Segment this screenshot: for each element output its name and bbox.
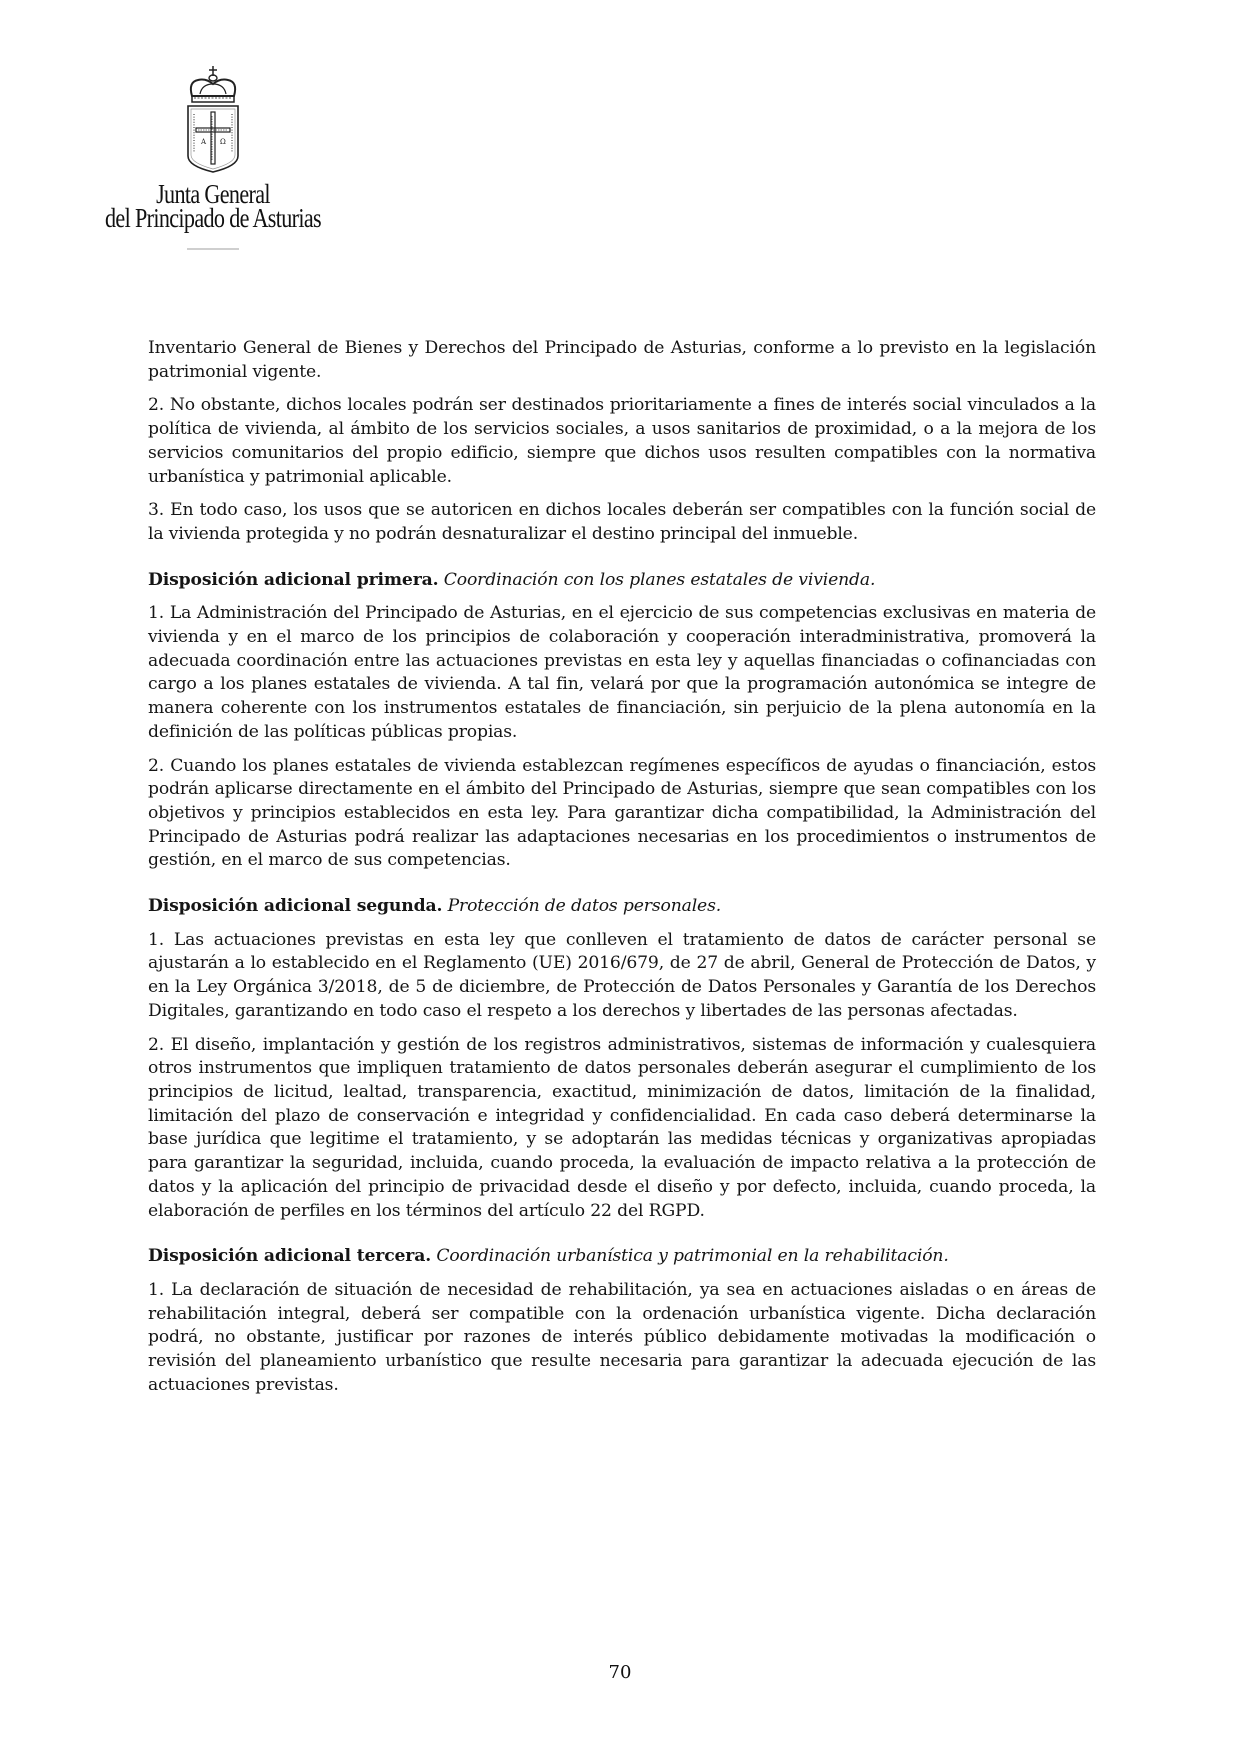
- paragraph: 1. La Administración del Principado de Asturias, en el ejercicio de sus competencias exclusivas en materia de vivienda y en el marco de los principios de colaboración y cooperación interadministrativa, promoverá la adecuada coordinación entre las actuaciones previstas en esta ley y aquellas financiadas o cofinanciadas con cargo a los planes estatales de vivienda. A tal fin, velará por que la programación autonómica se integre de manera coherente con los instrumentos estatales de financiación, sin perjuicio de la plena autonomía en la definición de las políticas públicas propias.: [148, 603, 1096, 742]
- section-heading-subtitle: Coordinación urbanística y patrimonial en la rehabilitación.: [436, 1246, 949, 1267]
- svg-text:Ω: Ω: [220, 138, 226, 146]
- paragraph: 3. En todo caso, los usos que se autoricen en dichos locales deberán ser compatibles con la función social de la vivienda protegida y no podrán desnaturalizar el destino principal del inmueble.: [148, 500, 1096, 544]
- section-heading-subtitle: Protección de datos personales.: [447, 896, 722, 917]
- section-heading: [148, 1245, 1096, 1269]
- section-heading-title: Disposición adicional segunda.: [148, 896, 443, 917]
- logo-divider: [187, 248, 239, 250]
- document-body: [148, 337, 1096, 1407]
- section-heading: [148, 569, 1096, 593]
- section-heading: [148, 895, 1096, 919]
- paragraph: 1. Las actuaciones previstas en esta ley que conlleven el tratamiento de datos de carácter personal se ajustarán a lo establecido en el Reglamento (UE) 2016/679, de 27 de abril, General de Protección de Datos, y en la Ley Orgánica 3/2018, de 5 de diciembre, de Protección de Datos Personales y Garantía de los Derechos Digitales, garantizando en todo caso el respeto a los derechos y libertades de las personas afectadas.: [148, 929, 1096, 1021]
- institution-logo: [88, 64, 338, 250]
- section-heading-title: Disposición adicional tercera.: [148, 1246, 432, 1267]
- paragraph: 1. La declaración de situación de necesidad de rehabilitación, ya sea en actuaciones aisladas o en áreas de rehabilitación integral, deberá ser compatible con la ordenación urbanística vigente. Dicha declaración podrá, no obstante, justificar por razones de interés público debidamente motivadas la modificación o revisión del planeamiento urbanístico que resulte necesaria para garantizar la adecuada ejecución de las actuaciones previstas.: [148, 1279, 1096, 1395]
- page-number: 70: [608, 1662, 632, 1683]
- paragraph: 2. No obstante, dichos locales podrán ser destinados prioritariamente a fines de interés social vinculados a la política de vivienda, al ámbito de los servicios sociales, a usos sanitarios de proximidad, o a la mejora de los servicios comunitarios del propio edificio, siempre que dichos usos resulten compatibles con la normativa urbanística y patrimonial aplicable.: [148, 395, 1096, 487]
- paragraph: 2. El diseño, implantación y gestión de los registros administrativos, sistemas de información y cualesquiera otros instrumentos que impliquen tratamiento de datos personales deberán asegurar el cumplimiento de los principios de licitud, lealtad, transparencia, exactitud, minimización de datos, limitación de la finalidad, limitación del plazo de conservación e integridad y confidencialidad. En cada caso deberá determinarse la base jurídica que legitime el tratamiento, y se adoptarán las medidas técnicas y organizativas apropiadas para garantizar la seguridad, incluida, cuando proceda, la evaluación de impacto relativa a la protección de datos y la aplicación del principio de privacidad desde el diseño y por defecto, incluida, cuando proceda, la elaboración de perfiles en los términos del artículo 22 del RGPD.: [148, 1034, 1096, 1221]
- institution-name-line2: del Principado de Asturias: [105, 203, 321, 233]
- svg-text:A: A: [201, 138, 207, 146]
- paragraph: Inventario General de Bienes y Derechos del Principado de Asturias, conforme a lo previsto en la legislación patrimonial vigente.: [148, 338, 1096, 382]
- institution-name-line1: Junta General: [156, 179, 270, 209]
- section-heading-title: Disposición adicional primera.: [148, 569, 439, 590]
- paragraph: 2. Cuando los planes estatales de vivienda establezcan regímenes específicos de ayudas o financiación, estos podrán aplicarse directamente en el ámbito del Principado de Asturias, siempre que sean compatibles con los objetivos y principios establecidos en esta ley. Para garantizar dicha compatibilidad, la Administración del Principado de Asturias podrá realizar las adaptaciones necesarias en los procedimientos o instrumentos de gestión, en el marco de sus competencias.: [148, 755, 1096, 871]
- asturias-crest-icon: [182, 64, 244, 176]
- section-heading-subtitle: Coordinación con los planes estatales de vivienda.: [443, 569, 876, 590]
